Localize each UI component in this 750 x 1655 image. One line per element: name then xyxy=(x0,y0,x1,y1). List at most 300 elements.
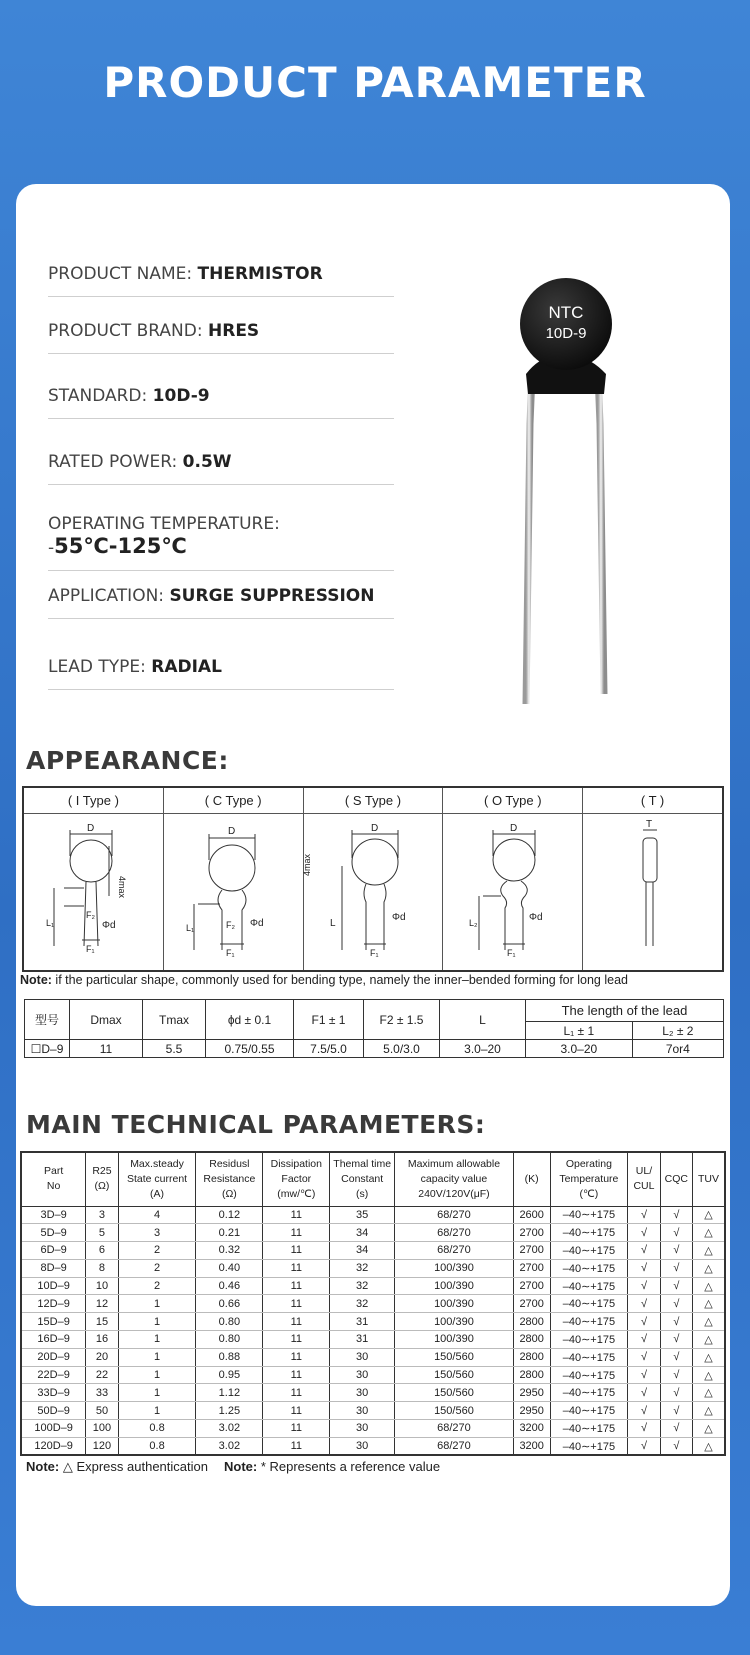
params-cell: 100/390 xyxy=(395,1313,514,1331)
params-cell: 150/560 xyxy=(395,1402,514,1420)
info-row-rated-power xyxy=(48,452,394,485)
params-cell: 68/270 xyxy=(395,1224,514,1242)
params-cell: 16 xyxy=(86,1331,118,1349)
params-row xyxy=(21,1313,725,1331)
appearance-type-label: ( O Type ) xyxy=(443,788,582,814)
params-header-text: Max.steady xyxy=(130,1157,184,1170)
params-cell: 0.80 xyxy=(196,1313,263,1331)
params-cell: 2800 xyxy=(513,1366,550,1384)
label-4max: 4max xyxy=(117,876,127,899)
note-label: Note: xyxy=(26,1459,60,1474)
params-header-cell xyxy=(86,1152,118,1206)
params-cell: 1 xyxy=(118,1313,196,1331)
appearance-type-label: ( T ) xyxy=(583,788,722,814)
label-d: D xyxy=(227,826,236,837)
params-cell: △ xyxy=(693,1366,725,1384)
params-cell: 2700 xyxy=(513,1242,550,1260)
params-cell: –40∼+175 xyxy=(550,1384,628,1402)
params-cell: 2950 xyxy=(513,1384,550,1402)
params-cell: 0.8 xyxy=(118,1420,196,1438)
info-value: 10D-9 xyxy=(152,386,210,406)
info-value: 55℃-125℃ xyxy=(54,534,187,558)
info-value: THERMISTOR xyxy=(197,264,323,284)
params-row xyxy=(21,1384,725,1402)
appearance-o-type xyxy=(443,788,583,970)
params-row xyxy=(21,1420,725,1438)
dim-subheader: L₁ ± 1 xyxy=(526,1022,633,1040)
params-note-reference xyxy=(224,1459,440,1474)
params-cell: 2 xyxy=(118,1277,196,1295)
params-header-cell xyxy=(21,1152,86,1206)
params-cell: 34 xyxy=(330,1224,395,1242)
params-cell: 22D–9 xyxy=(21,1366,86,1384)
params-cell: 15D–9 xyxy=(21,1313,86,1331)
params-cell: 3D–9 xyxy=(21,1206,86,1224)
params-cell: 1 xyxy=(118,1331,196,1349)
params-header-text: (mw/℃) xyxy=(277,1187,316,1200)
params-cell: –40∼+175 xyxy=(550,1277,628,1295)
params-cell: 33D–9 xyxy=(21,1384,86,1402)
params-cell: √ xyxy=(660,1206,692,1224)
main-params-table xyxy=(20,1151,726,1456)
params-cell: 68/270 xyxy=(395,1420,514,1438)
t-type-diagram xyxy=(583,816,723,971)
params-cell: 32 xyxy=(330,1277,395,1295)
params-cell: –40∼+175 xyxy=(550,1224,628,1242)
params-cell: √ xyxy=(628,1242,660,1260)
parameter-card xyxy=(16,184,730,1606)
params-header-text: (Ω) xyxy=(94,1180,110,1193)
params-cell: 50D–9 xyxy=(21,1402,86,1420)
thermistor-product-image xyxy=(516,254,626,734)
params-cell: 30 xyxy=(330,1437,395,1455)
params-cell: –40∼+175 xyxy=(550,1366,628,1384)
params-header-cell xyxy=(330,1152,395,1206)
s-type-diagram xyxy=(301,816,444,971)
info-row-lead-type xyxy=(48,657,394,690)
params-cell: 50 xyxy=(86,1402,118,1420)
params-header-text: UL/ xyxy=(635,1165,653,1178)
params-cell: √ xyxy=(660,1348,692,1366)
params-cell: 0.66 xyxy=(196,1295,263,1313)
dim-cell: 3.0–20 xyxy=(526,1040,633,1058)
label-phi-d: Φd xyxy=(391,912,406,923)
info-label: APPLICATION: xyxy=(48,586,170,606)
params-cell: √ xyxy=(628,1437,660,1455)
params-cell: √ xyxy=(660,1331,692,1349)
params-cell: 16D–9 xyxy=(21,1331,86,1349)
params-header-text: (s) xyxy=(356,1187,369,1200)
params-header-text: Resistance xyxy=(203,1172,256,1185)
params-row xyxy=(21,1295,725,1313)
params-header-cell xyxy=(118,1152,196,1206)
params-header-text: State current xyxy=(126,1172,188,1185)
params-header-cell xyxy=(550,1152,628,1206)
params-row xyxy=(21,1331,725,1349)
dim-header: Dmax xyxy=(70,1000,143,1040)
params-header-text: 240V/120V(μF) xyxy=(418,1187,490,1200)
label-f1: F₁ xyxy=(86,944,95,954)
params-cell: 150/560 xyxy=(395,1366,514,1384)
params-cell: 2800 xyxy=(513,1348,550,1366)
info-label: LEAD TYPE: xyxy=(48,657,152,677)
params-cell: √ xyxy=(660,1224,692,1242)
image-label-model: 10D-9 xyxy=(545,325,587,342)
params-cell: 150/560 xyxy=(395,1384,514,1402)
params-cell: 10 xyxy=(86,1277,118,1295)
dim-header: Tmax xyxy=(143,1000,206,1040)
params-cell: √ xyxy=(628,1420,660,1438)
dim-cell: ☐D–9 xyxy=(25,1040,70,1058)
params-cell: 3.02 xyxy=(196,1420,263,1438)
params-cell: 31 xyxy=(330,1331,395,1349)
image-label-ntc: NTC xyxy=(548,303,584,322)
params-row xyxy=(21,1366,725,1384)
params-cell: 2 xyxy=(118,1242,196,1260)
params-cell: 30 xyxy=(330,1366,395,1384)
params-cell: 15 xyxy=(86,1313,118,1331)
params-cell: △ xyxy=(693,1402,725,1420)
note-label: Note: xyxy=(20,973,52,987)
params-cell: 30 xyxy=(330,1420,395,1438)
params-row xyxy=(21,1259,725,1277)
params-cell: 150/560 xyxy=(395,1348,514,1366)
params-row xyxy=(21,1206,725,1224)
params-cell: 100D–9 xyxy=(21,1420,86,1438)
params-cell: √ xyxy=(628,1277,660,1295)
params-cell: 1 xyxy=(118,1366,196,1384)
params-cell: 31 xyxy=(330,1313,395,1331)
params-cell: 11 xyxy=(263,1206,330,1224)
params-cell: 0.80 xyxy=(196,1331,263,1349)
info-value: SURGE SUPPRESSION xyxy=(169,586,375,606)
params-cell: √ xyxy=(660,1384,692,1402)
params-cell: 8 xyxy=(86,1259,118,1277)
label-l2: L₂ xyxy=(469,918,478,928)
params-cell: 1 xyxy=(118,1348,196,1366)
params-cell: –40∼+175 xyxy=(550,1259,628,1277)
params-cell: 11 xyxy=(263,1277,330,1295)
params-header-cell xyxy=(395,1152,514,1206)
params-cell: △ xyxy=(693,1437,725,1455)
dim-header: L xyxy=(440,1000,526,1040)
params-cell: 30 xyxy=(330,1348,395,1366)
params-cell: √ xyxy=(660,1366,692,1384)
params-cell: 11 xyxy=(263,1402,330,1420)
label-4max: 4max xyxy=(301,853,312,876)
params-cell: △ xyxy=(693,1384,725,1402)
params-cell: 20D–9 xyxy=(21,1348,86,1366)
appearance-type-label: ( C Type ) xyxy=(164,788,303,814)
params-cell: 1.12 xyxy=(196,1384,263,1402)
params-cell: 1.25 xyxy=(196,1402,263,1420)
params-cell: 33 xyxy=(86,1384,118,1402)
appearance-type-label: ( S Type ) xyxy=(304,788,443,814)
appearance-diagram-box xyxy=(22,786,724,972)
params-cell: △ xyxy=(693,1295,725,1313)
params-cell: 2700 xyxy=(513,1295,550,1313)
params-cell: △ xyxy=(693,1313,725,1331)
params-cell: 11 xyxy=(263,1437,330,1455)
params-cell: 1 xyxy=(118,1295,196,1313)
params-cell: △ xyxy=(693,1259,725,1277)
params-cell: √ xyxy=(628,1313,660,1331)
appearance-note xyxy=(20,973,628,987)
params-cell: 0.32 xyxy=(196,1242,263,1260)
params-cell: –40∼+175 xyxy=(550,1437,628,1455)
params-cell: 68/270 xyxy=(395,1206,514,1224)
params-cell: 11 xyxy=(263,1366,330,1384)
params-cell: 2 xyxy=(118,1259,196,1277)
appearance-title: APPEARANCE: xyxy=(26,746,229,775)
info-label: PRODUCT NAME: xyxy=(48,264,198,284)
params-cell: 1 xyxy=(118,1402,196,1420)
dim-cell: 5.5 xyxy=(143,1040,206,1058)
params-cell: 120D–9 xyxy=(21,1437,86,1455)
params-cell: –40∼+175 xyxy=(550,1295,628,1313)
dim-cell: 11 xyxy=(70,1040,143,1058)
dim-header: 型号 xyxy=(25,1000,70,1040)
params-header-cell xyxy=(263,1152,330,1206)
params-cell: 3.02 xyxy=(196,1437,263,1455)
params-row xyxy=(21,1437,725,1455)
params-header-text: No xyxy=(46,1180,61,1193)
params-cell: 6D–9 xyxy=(21,1242,86,1260)
params-cell: √ xyxy=(628,1224,660,1242)
params-cell: 20 xyxy=(86,1348,118,1366)
params-cell: △ xyxy=(693,1348,725,1366)
appearance-type-label: ( I Type ) xyxy=(24,788,163,814)
params-cell: 0.8 xyxy=(118,1437,196,1455)
params-cell: △ xyxy=(693,1331,725,1349)
dim-cell: 3.0–20 xyxy=(440,1040,526,1058)
params-cell: √ xyxy=(628,1259,660,1277)
params-cell: √ xyxy=(628,1366,660,1384)
params-cell: 34 xyxy=(330,1242,395,1260)
params-header-text: (A) xyxy=(150,1187,165,1200)
params-cell: √ xyxy=(660,1242,692,1260)
params-cell: 11 xyxy=(263,1313,330,1331)
params-row xyxy=(21,1402,725,1420)
params-cell: –40∼+175 xyxy=(550,1331,628,1349)
params-header-text: CQC xyxy=(664,1172,689,1185)
params-cell: 0.95 xyxy=(196,1366,263,1384)
params-cell: 11 xyxy=(263,1242,330,1260)
label-f1: F₁ xyxy=(507,948,516,958)
params-cell: 30 xyxy=(330,1402,395,1420)
params-header-text: (Ω) xyxy=(221,1187,237,1200)
params-cell: √ xyxy=(660,1437,692,1455)
params-header-text: CUL xyxy=(633,1180,655,1193)
info-value: RADIAL xyxy=(151,657,222,677)
main-params-title: MAIN TECHNICAL PARAMETERS: xyxy=(26,1110,486,1139)
params-header-row xyxy=(21,1152,725,1206)
params-cell: 4 xyxy=(118,1206,196,1224)
params-header-text: (℃) xyxy=(579,1187,599,1200)
dim-cell: 7.5/5.0 xyxy=(294,1040,364,1058)
params-cell: 3 xyxy=(118,1224,196,1242)
info-row-application xyxy=(48,586,394,619)
label-d: D xyxy=(510,823,518,834)
params-cell: 0.21 xyxy=(196,1224,263,1242)
params-header-text: Dissipation xyxy=(270,1157,322,1170)
info-label: PRODUCT BRAND: xyxy=(48,321,208,341)
params-cell: √ xyxy=(660,1402,692,1420)
params-cell: √ xyxy=(628,1331,660,1349)
info-label: STANDARD: xyxy=(48,386,153,406)
params-cell: 2700 xyxy=(513,1259,550,1277)
label-f1: F₁ xyxy=(225,948,235,958)
params-note-authentication xyxy=(26,1459,208,1475)
dim-header: F2 ± 1.5 xyxy=(364,1000,440,1040)
params-cell: 2950 xyxy=(513,1402,550,1420)
params-cell: √ xyxy=(628,1295,660,1313)
label-d: D xyxy=(370,823,378,834)
params-cell: √ xyxy=(660,1313,692,1331)
params-header-text: Temperature xyxy=(559,1172,619,1185)
params-cell: 8D–9 xyxy=(21,1259,86,1277)
params-cell: 100/390 xyxy=(395,1277,514,1295)
params-cell: √ xyxy=(660,1259,692,1277)
dim-cell: 5.0/3.0 xyxy=(364,1040,440,1058)
appearance-i-type xyxy=(24,788,164,970)
params-cell: –40∼+175 xyxy=(550,1313,628,1331)
params-cell: 100/390 xyxy=(395,1331,514,1349)
params-cell: 11 xyxy=(263,1224,330,1242)
params-cell: 0.40 xyxy=(196,1259,263,1277)
params-row xyxy=(21,1277,725,1295)
params-cell: 100/390 xyxy=(395,1295,514,1313)
info-row-standard xyxy=(48,386,394,419)
params-cell: 2800 xyxy=(513,1331,550,1349)
params-header-text: Constant xyxy=(341,1172,384,1185)
params-cell: 2700 xyxy=(513,1224,550,1242)
params-cell: 32 xyxy=(330,1295,395,1313)
params-header-text: (K) xyxy=(524,1172,539,1185)
params-header-text: R25 xyxy=(92,1165,112,1178)
label-phi-d: Φd xyxy=(529,912,543,923)
params-cell: –40∼+175 xyxy=(550,1402,628,1420)
appearance-c-type xyxy=(164,788,304,970)
params-header-text: Residusl xyxy=(209,1157,250,1170)
params-cell: 5D–9 xyxy=(21,1224,86,1242)
params-cell: 11 xyxy=(263,1295,330,1313)
params-cell: 3200 xyxy=(513,1437,550,1455)
dim-row xyxy=(25,1040,724,1058)
dim-header: F1 ± 1 xyxy=(294,1000,364,1040)
dim-cell: 7or4 xyxy=(632,1040,723,1058)
info-row-product-name xyxy=(48,264,394,297)
params-cell: 11 xyxy=(263,1259,330,1277)
params-header-text: Operating xyxy=(565,1157,612,1170)
params-cell: –40∼+175 xyxy=(550,1348,628,1366)
params-cell: √ xyxy=(660,1420,692,1438)
note-text: if the particular shape, commonly used for bending type, namely the inner–bended forming for long lead xyxy=(51,973,628,987)
dim-cell: 0.75/0.55 xyxy=(206,1040,294,1058)
params-header-cell xyxy=(660,1152,692,1206)
params-cell: 100 xyxy=(86,1420,118,1438)
params-cell: 6 xyxy=(86,1242,118,1260)
page-title: PRODUCT PARAMETER xyxy=(103,58,647,107)
info-label: OPERATING TEMPERATURE: - xyxy=(48,514,280,558)
params-cell: △ xyxy=(693,1224,725,1242)
dimension-table xyxy=(24,999,724,1058)
params-cell: √ xyxy=(628,1206,660,1224)
appearance-s-type xyxy=(301,788,444,970)
info-row-product-brand xyxy=(48,321,394,354)
params-cell: 1 xyxy=(118,1384,196,1402)
params-cell: √ xyxy=(628,1348,660,1366)
params-cell: –40∼+175 xyxy=(550,1242,628,1260)
params-cell: 30 xyxy=(330,1384,395,1402)
dim-subheader: L₂ ± 2 xyxy=(632,1022,723,1040)
params-cell: 100/390 xyxy=(395,1259,514,1277)
params-header-text: Part xyxy=(44,1165,64,1178)
dim-header: ϕd ± 0.1 xyxy=(206,1000,294,1040)
params-cell: 12D–9 xyxy=(21,1295,86,1313)
params-cell: △ xyxy=(693,1206,725,1224)
label-f1: F₁ xyxy=(369,948,379,958)
params-header-text: TUV xyxy=(698,1172,720,1185)
params-row xyxy=(21,1224,725,1242)
i-type-diagram xyxy=(24,816,164,971)
label-l1: L₁ xyxy=(46,918,55,928)
params-header-text: Maximum allowable xyxy=(407,1157,501,1170)
params-cell: 35 xyxy=(330,1206,395,1224)
appearance-t-type xyxy=(583,788,722,970)
params-cell: 2600 xyxy=(513,1206,550,1224)
params-cell: –40∼+175 xyxy=(550,1206,628,1224)
params-cell: 3 xyxy=(86,1206,118,1224)
label-phi-d: Φd xyxy=(249,918,264,929)
params-cell: 0.46 xyxy=(196,1277,263,1295)
label-l1: L₁ xyxy=(185,923,194,933)
label-t: T xyxy=(646,819,653,830)
info-row-operating-temperature xyxy=(48,514,394,571)
params-cell: 5 xyxy=(86,1224,118,1242)
label-phi-d: Φd xyxy=(102,920,116,931)
params-header-cell xyxy=(693,1152,725,1206)
params-cell: 2800 xyxy=(513,1313,550,1331)
label-d: D xyxy=(87,823,95,834)
params-cell: √ xyxy=(628,1384,660,1402)
note-text: * Represents a reference value xyxy=(257,1459,441,1474)
params-header-cell xyxy=(628,1152,660,1206)
info-label: RATED POWER: xyxy=(48,452,183,472)
params-cell: 0.88 xyxy=(196,1348,263,1366)
o-type-diagram xyxy=(443,816,583,971)
params-header-text: Themal time xyxy=(333,1157,392,1170)
params-header-text: Factor xyxy=(281,1172,312,1185)
params-cell: 11 xyxy=(263,1331,330,1349)
params-cell: 32 xyxy=(330,1259,395,1277)
params-cell: 11 xyxy=(263,1348,330,1366)
params-cell: △ xyxy=(693,1277,725,1295)
params-cell: 68/270 xyxy=(395,1437,514,1455)
params-cell: √ xyxy=(628,1402,660,1420)
params-cell: 12 xyxy=(86,1295,118,1313)
params-cell: –40∼+175 xyxy=(550,1420,628,1438)
info-value: 0.5W xyxy=(182,452,232,472)
params-cell: 11 xyxy=(263,1420,330,1438)
dim-header-lead-length: The length of the lead xyxy=(526,1000,724,1022)
params-cell: 22 xyxy=(86,1366,118,1384)
params-row xyxy=(21,1242,725,1260)
params-cell: △ xyxy=(693,1420,725,1438)
params-header-text: capacity value xyxy=(420,1172,488,1185)
params-cell: 0.12 xyxy=(196,1206,263,1224)
params-header-cell xyxy=(196,1152,263,1206)
